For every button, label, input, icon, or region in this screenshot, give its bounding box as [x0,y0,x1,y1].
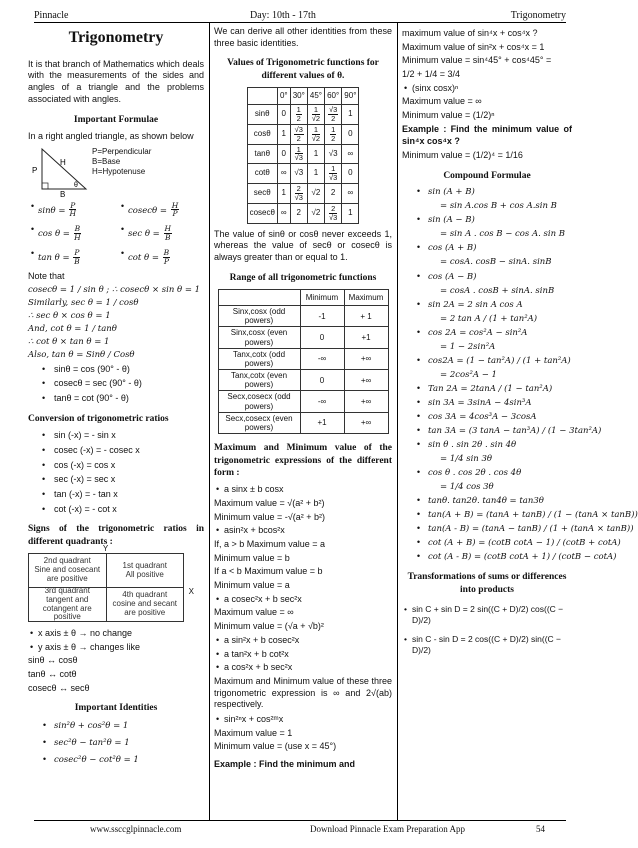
maxmin-line: Minimum value = sin⁴45° + cos⁴45° = [402,55,552,66]
denominator: H [69,209,76,219]
fraction [164,225,173,242]
ratio-item: • cot θ = $\frac{B}{P}$ [118,249,204,266]
table-cell: +∞ [344,412,388,433]
numerator: 2 [329,205,337,214]
fraction [329,205,337,222]
formula-line: • tan(A + B) = (tanA + tanB) / (1 − (tanA × tanB)) [402,510,572,521]
identity-1: • sin²θ + cos²θ = 1 [28,721,204,732]
formula-line: • cot (A + B) = (cotB cotA − 1) / (cotB + cotA) [402,538,572,549]
recip-2: Similarly, sec θ = 1 / cosθ [28,297,139,308]
ratio-item: • tan θ = $\frac{P}{B}$ [28,249,114,266]
table-row [247,124,359,144]
column-divider [209,22,210,820]
table-row [247,184,359,204]
table-cell: -∞ [300,391,344,412]
maxmin-line: Maximum value = ∞ [402,96,482,107]
table-cell: Sinx,cosx (odd powers) [218,305,300,326]
maxmin-line: • a tan²x + b cot²x [214,649,392,661]
formula-line: • tan(A - B) = (tanA − tanB) / (1 + (tanA × tanB)) [402,524,572,535]
table-cell: 1 [307,164,324,184]
heading-values: Values of Trigonometric functions for different values of θ. [227,58,379,81]
table-cell: +∞ [344,348,388,369]
maxmin-line: Minimum value = a [214,580,290,591]
formula-line: • cos (A + B) [402,243,572,254]
table-header [247,88,359,105]
header-cell: 60° [325,88,342,105]
table-cell: +∞ [344,391,388,412]
page-title: Trigonometry [68,29,164,46]
maxmin-line: Minimum value = (1/2)ⁿ [402,110,495,121]
page-header [0,0,600,22]
page-number: 54 [536,824,545,834]
table-cell [290,124,307,144]
fraction [295,185,303,202]
ratio-item: • sec θ = $\frac{H}{B}$ [118,225,204,242]
heading-range: Range of all trigonometric functions [229,272,377,283]
fraction [330,126,336,143]
label-h: H [60,157,66,167]
numerator: √3 [294,124,303,134]
table-cell: +∞ [344,370,388,391]
formula-line: • Tan 2A = 2tanA / (1 − tan²A) [402,384,572,395]
table-cell: 1 [342,203,359,223]
fraction [312,126,320,143]
label-theta: θ [74,181,78,189]
maxmin-line: Maximum value = √(a² + b²) [214,497,325,508]
complement-1: • sinθ = cos (90° - θ) [28,364,204,376]
axis-x-label: X [188,587,194,597]
header-center: Day: 10th - 17th [250,10,316,21]
table-row [218,327,388,348]
conversion-3: • cos (-x) = cos x [28,460,204,472]
maxmin-line: Minimum value = b [214,552,290,563]
maxmin-line: Maximum value = 1 [214,727,293,738]
table-cell: Secx,cosecx (even powers) [218,412,300,433]
table-cell: -1 [300,305,344,326]
table-cell: + 1 [344,305,388,326]
axis-rule-2: • y axis ± θ → changes like [28,642,204,654]
identity-2: • sec²θ − tan²θ = 1 [28,738,204,749]
table-cell: ∞ [342,144,359,164]
quadrant-3: 3rd quadrant tangent and cotangent are positive [29,588,107,622]
conversion-5: • tan (-x) = - tan x [28,489,204,501]
denominator: √2 [311,113,321,123]
table-row [218,348,388,369]
maxmin-line: Minimum value = (use x = 45°) [214,741,337,752]
conversion-1: • sin (-x) = - sin x [28,430,204,442]
table-row [247,105,359,125]
denominator: H [74,233,81,243]
heading-maxmin: Maximum and Minimum value of the trigonometric expressions of the different form : [214,443,392,478]
header-cell: 0° [277,88,290,105]
header-cell: Maximum [344,289,388,305]
footer-rule [34,820,566,821]
maxmin-line: • a cos²x + b sec²x [214,662,392,674]
header-cell: 45° [307,88,324,105]
fraction [73,249,80,266]
fraction [69,202,76,219]
quadrant-chart [28,544,194,622]
fraction [294,126,304,143]
heading-conversion: Conversion of trigonometric ratios [28,413,169,424]
formula-line: = cosA. cosB − sinA. sinB [440,257,552,268]
table-cell: √3 [290,164,307,184]
identity-3: • cosec²θ − cot²θ = 1 [28,755,204,766]
table-cell: cosecθ [247,203,277,223]
formula-line: • cos θ . cos 2θ . cos 4θ [402,468,572,479]
header-cell [247,88,277,105]
quadrant-1: 1st quadrant All positive [107,554,185,588]
table-cell [290,184,307,204]
maxmin-line: • a cosec²x + b sec²x [214,594,392,606]
fraction [171,202,180,219]
values-note: The value of sinθ or cosθ never exceeds 1, whereas the value of secθ or cosecθ is always greater than or equal to 1. [214,228,392,262]
formula-line: = 1/4 cos 3θ [440,482,494,493]
table-cell: 0 [300,370,344,391]
table-cell: +1 [344,327,388,348]
triangle-legend: P=Perpendicular B=Base H=Hypotenuse [92,146,152,176]
ratio-item: • cosecθ = $\frac{H}{P}$ [118,202,204,219]
table-row [218,391,388,412]
numerator: B [74,224,81,234]
formula-line: • sin 2A = 2 sin A cos A [402,300,572,311]
formula-line: • sin (A + B) [402,187,572,198]
header-cell [218,289,300,305]
fraction [329,165,337,182]
triangle-text: In a right angled triangle, as shown below [28,130,194,141]
heading-compound: Compound Formulae [443,170,531,181]
recip-5: ∴ cot θ × tan θ = 1 [28,336,110,347]
formula-line: = 1 − 2sin²A [440,341,496,352]
table-cell: Tanx,cotx (even powers) [218,370,300,391]
numerator: 1 [296,105,301,115]
denominator: 2 [296,113,301,123]
transform-line: • sin C + sin D = 2 sin((C + D)/2) cos((C − D)/2) [402,604,572,626]
denominator: 2 [331,113,336,123]
maxmin-line: If a < b Maximum value = b [214,566,323,577]
table-row [218,370,388,391]
table-cell: ∞ [342,184,359,204]
compound-list [402,187,638,563]
table-row [218,412,388,433]
header-cell: Minimum [300,289,344,305]
table-row [247,164,359,184]
table-row [247,144,359,164]
ratio-row [28,200,204,221]
numerator: 2 [295,185,303,194]
table-cell: 2 [325,184,342,204]
fraction [295,146,303,163]
conversion-2: • cosec (-x) = - cosec x [28,445,204,457]
formula-line: = 2 tan A / (1 + tan²A) [440,313,538,324]
table-cell [307,105,324,125]
formula-line: = sin A.cos B + cos A.sin B [440,201,557,212]
table-cell: sinθ [247,105,277,125]
numerator: H [171,200,179,210]
numerator: 1 [312,106,320,115]
formula-line: • cos 2A = cos²A − sin²A [402,328,572,339]
formula-line: • cos (A − B) [402,272,572,283]
right-triangle-diagram [30,145,90,197]
table-cell: 1 [307,144,324,164]
table-cell: Secx,cosecx (odd powers) [218,391,300,412]
transform-line: • sin C - sin D = 2 cos((C + D)/2) sin((C − D)/2) [402,634,572,656]
denominator: √3 [294,192,303,202]
complement-2: • cosecθ = sec (90° - θ) [28,378,204,390]
conversion-6: • cot (-x) = - cot x [28,504,204,516]
denominator: √3 [329,212,338,222]
table-cell [325,203,342,223]
table-cell [307,124,324,144]
maxmin-line: maximum value of sin⁴x + cos⁴x ? [402,28,538,38]
denominator: B [74,256,80,266]
table-cell: √2 [307,184,324,204]
denominator: √3 [329,173,338,183]
table-cell: Tanx,cotx (odd powers) [218,348,300,369]
maxmin-list [214,484,392,770]
table-cell: -∞ [300,348,344,369]
label-b: B [60,189,66,199]
table-cell: 1 [277,184,290,204]
footer-website[interactable]: www.ssccglpinnacle.com [90,824,182,834]
formula-line: • sin (A − B) [402,215,572,226]
table-cell: 2 [290,203,307,223]
denominator: 2 [296,133,301,143]
fraction [312,106,320,123]
formula-line: • tanθ. tan2θ. tan4θ = tan3θ [402,496,572,507]
derive-text: We can derive all other identities from these three basic identities. [214,26,392,48]
table-cell: 0 [277,144,290,164]
note-label: Note that [28,270,65,281]
header-cell: 30° [290,88,307,105]
recip-6: Also, tan θ = Sinθ / Cosθ [28,349,135,360]
table-row [247,203,359,223]
fraction [296,106,302,123]
recip-4: And, cot θ = 1 / tanθ [28,323,117,334]
formula-line: • cos 3A = 4cos³A − 3cosA [402,412,572,423]
column-middle [214,26,392,816]
column-right [402,26,638,816]
table-cell: 0 [342,164,359,184]
table-cell: √2 [307,203,324,223]
numerator: P [74,248,80,258]
header-rule [34,22,566,23]
ratio-row [28,223,204,244]
label-p: P [32,165,38,175]
maxmin-line: If, a > b Maximum value = a [214,539,326,549]
quadrant-4: 4th quadrant cosine and secant are positive [107,588,185,622]
conversion-4: • sec (-x) = sec x [28,474,204,486]
numerator: 1 [331,124,336,134]
recip-3: ∴ sec θ × cos θ = 1 [28,310,111,321]
maxmin-line: Maximum value of sin²x + cos⁴x = 1 [402,41,545,52]
table-cell: 0 [277,105,290,125]
table-cell [290,144,307,164]
numerator: 1 [295,146,303,155]
quadrant-2: 2nd quadrant Sine and cosecant are positive [29,554,107,588]
triangle-figure [28,145,204,197]
recip-1: cosecθ = 1 / sin θ ; ∴ cosecθ × sin θ = 1 [28,284,201,295]
axis-y-label: Y [102,544,109,554]
maxmin-line: • a sinx ± b cosx [214,484,392,496]
axis-rule-5: cosecθ ↔ secθ [28,682,90,693]
numerator: 1 [329,165,337,174]
maxmin-line: • a sin²x + b cosec²x [214,635,392,647]
table-cell: 0 [300,327,344,348]
numerator: √3 [329,105,338,115]
maxmin-line: • (sinx cosx)ⁿ [402,83,572,95]
column-left [28,26,204,816]
denominator: B [165,233,171,243]
table-cell: ∞ [277,164,290,184]
numerator: P [70,200,76,210]
heading-identities: Important Identities [74,703,158,714]
numerator: H [164,224,172,234]
formula-line: = cosA . cosB + sinA. sinB [440,285,555,296]
table-cell: secθ [247,184,277,204]
axis-rule-1: • x axis ± θ → no change [28,628,204,640]
ratio-item: • sinθ = $\frac{P}{H}$ [28,202,114,219]
formula-line: • cot (A - B) = (cotB cotA + 1) / (cotB − cotA) [402,552,572,563]
maxmin-line: Maximum value = ∞ [214,607,294,618]
table-cell: cotθ [247,164,277,184]
formula-line: • sin θ . sin 2θ . sin 4θ [402,440,572,451]
denominator: P [163,256,169,266]
table-cell: Sinx,cosx (even powers) [218,327,300,348]
values-table [247,87,360,224]
header-cell: 90° [342,88,359,105]
table-cell: 0 [342,124,359,144]
complement-3: • tanθ = cot (90° - θ) [28,393,204,405]
maxmin-continued [402,28,572,162]
fraction [328,106,338,123]
maxmin-line: Example : Find the minimum value of sin⁴x cos⁴x ? [402,123,572,146]
transform-list [402,604,572,656]
fraction [163,249,171,266]
denominator: P [172,209,178,219]
ratio-row [28,247,204,268]
axis-rule-3: sinθ ↔ cosθ [28,655,78,666]
maxmin-line: Maximum and Minimum value of these three trigonometric expression is ∞ and 2√(ab) respectively. [214,675,392,710]
header-right: Trigonometry [510,10,566,21]
header-left: Pinnacle [34,10,69,21]
range-table [218,289,389,434]
axis-rule-4: tanθ ↔ cotθ [28,669,77,680]
table-cell [325,105,342,125]
formula-line: = 1/4 sin 3θ [440,454,492,465]
formula-line: = 2cos²A − 1 [440,369,497,380]
intro-text: It is that branch of Mathematics which deals with the measurements of the sides and angles of a triangle and the problems associated with angles. [28,58,204,104]
maxmin-line: Example : Find the minimum and [214,759,356,769]
ratio-list [28,200,204,268]
heading-formulae: Important Formulae [73,114,159,125]
table-cell: √3 [325,144,342,164]
denominator: 2 [331,133,336,143]
denominator: √3 [294,153,303,163]
maxmin-line: Minimum value = (√a + √b)² [214,621,324,632]
formula-line: = sin A . cos B − cos A. sin B [440,229,566,240]
table-cell [325,164,342,184]
ratio-item: • cos θ = $\frac{B}{H}$ [28,225,114,242]
maxmin-line: • sin²ⁿx + cos²ᵐx [214,714,392,726]
heading-transform: Transformations of sums or differences into products [407,572,567,595]
table-cell: 1 [277,124,290,144]
numerator: B [163,248,170,258]
table-cell: 1 [342,105,359,125]
formula-line: • cos2A = (1 − tan²A) / (1 + tan²A) [402,356,572,367]
fraction [74,225,82,242]
table-row [218,305,388,326]
maxmin-line: • asin²x + bcos²x [214,525,392,537]
table-cell: +1 [300,412,344,433]
formula-line: • tan 3A = (3 tanA − tan³A) / (1 − 3tan²A) [402,426,572,437]
table-cell: cosθ [247,124,277,144]
maxmin-line: Minimum value = -√(a² + b²) [214,511,325,522]
maxmin-line: 1/2 + 1/4 = 3/4 [402,69,461,80]
table-cell: tanθ [247,144,277,164]
column-divider [397,22,398,820]
denominator: √2 [311,133,321,143]
heading-signs: Signs of the trigonometric ratios in different quadrants : [28,524,204,547]
quadrant-grid [28,553,184,622]
table-header [218,289,388,305]
footer-app-text: Download Pinnacle Exam Preparation App [310,824,465,834]
maxmin-line: Minimum value = (1/2)⁴ = 1/16 [402,150,523,161]
numerator: 1 [312,126,320,135]
table-cell: ∞ [277,203,290,223]
table-cell [325,124,342,144]
formula-line: • sin 3A = 3sinA − 4sin³A [402,398,572,409]
table-cell [290,105,307,125]
